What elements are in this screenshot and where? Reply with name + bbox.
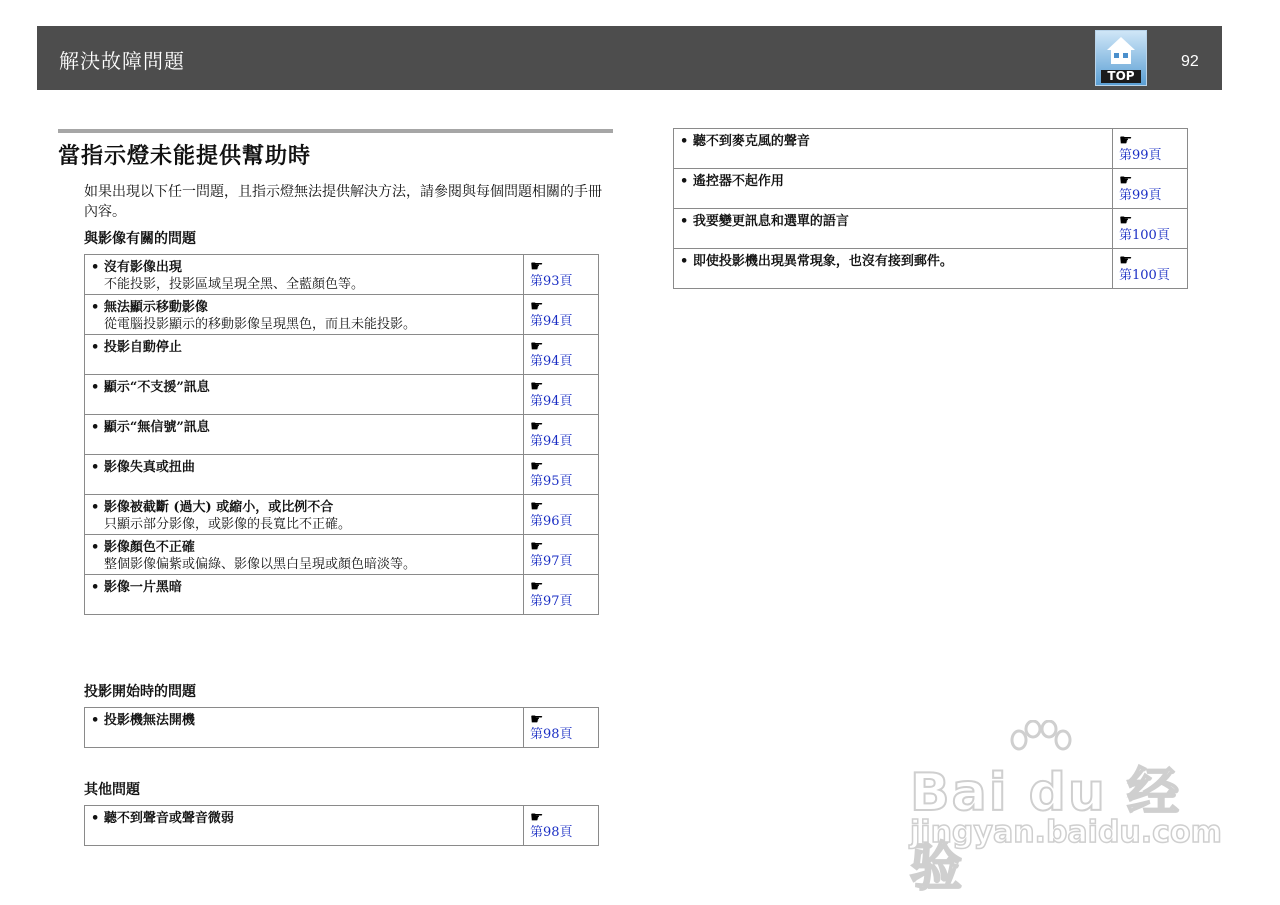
issue-title: • 沒有影像出現 — [91, 259, 517, 276]
page-reference-link[interactable]: 第97頁 — [530, 554, 573, 569]
table-row — [85, 295, 599, 335]
issue-cell — [85, 806, 524, 846]
pointing-hand-icon: ☛ — [530, 577, 544, 595]
issue-cell — [85, 295, 524, 335]
page-reference-link[interactable]: 第98頁 — [530, 825, 573, 840]
pointing-hand-icon: ☛ — [530, 808, 544, 826]
page-reference-link[interactable]: 第94頁 — [530, 394, 573, 409]
heading-startup-problems: 投影開始時的問題 — [84, 684, 196, 700]
reference-cell — [524, 335, 599, 375]
reference-cell — [1113, 129, 1188, 169]
table-body — [85, 806, 599, 846]
baidu-watermark — [905, 720, 1222, 898]
issue-title: • 無法顯示移動影像 — [91, 299, 517, 316]
issue-title: • 聽不到聲音或聲音微弱 — [91, 810, 517, 827]
table-row — [674, 209, 1188, 249]
pointing-hand-icon: ☛ — [1119, 251, 1133, 269]
watermark-brand: Bai du 经验 — [910, 763, 1181, 898]
issue-cell — [674, 209, 1113, 249]
page-reference-link[interactable]: 第95頁 — [530, 474, 573, 489]
table-row — [85, 255, 599, 295]
reference-cell — [1113, 169, 1188, 209]
house-body-shape — [1111, 50, 1131, 64]
issue-cell — [85, 335, 524, 375]
reference-cell — [524, 455, 599, 495]
table-row — [85, 575, 599, 615]
table-body — [85, 255, 599, 615]
pointing-hand-icon: ☛ — [530, 297, 544, 315]
paw-logo-icon — [1005, 720, 1075, 780]
issue-cell — [85, 708, 524, 748]
table-row — [85, 335, 599, 375]
image-problems-table — [84, 254, 599, 615]
reference-cell — [524, 575, 599, 615]
page-reference-link[interactable]: 第99頁 — [1119, 148, 1162, 163]
issue-title: • 顯示“不支援”訊息 — [91, 379, 517, 396]
reference-cell — [524, 375, 599, 415]
pointing-hand-icon: ☛ — [530, 337, 544, 355]
reference-cell — [524, 495, 599, 535]
issue-title: • 我要變更訊息和選單的語言 — [680, 213, 1106, 230]
table-row — [674, 169, 1188, 209]
issue-cell — [85, 575, 524, 615]
pointing-hand-icon: ☛ — [1119, 211, 1133, 229]
section-title: 當指示燈未能提供幫助時 — [58, 144, 312, 169]
reference-cell — [524, 535, 599, 575]
issue-cell — [85, 375, 524, 415]
reference-cell — [524, 415, 599, 455]
table-row — [85, 806, 599, 846]
startup-problems-table — [84, 707, 599, 748]
table-row — [85, 375, 599, 415]
page-reference-link[interactable]: 第93頁 — [530, 274, 573, 289]
issue-title: • 投影自動停止 — [91, 339, 517, 356]
page-reference-link[interactable]: 第94頁 — [530, 354, 573, 369]
page-number: 92 — [1181, 53, 1199, 70]
chapter-title: 解決故障問題 — [59, 49, 185, 73]
issue-title: • 顯示“無信號”訊息 — [91, 419, 517, 436]
house-roof-shape — [1107, 37, 1135, 50]
issue-cell — [85, 455, 524, 495]
page-reference-link[interactable]: 第94頁 — [530, 434, 573, 449]
pointing-hand-icon: ☛ — [530, 377, 544, 395]
heading-other-problems: 其他問題 — [84, 782, 140, 798]
reference-cell — [524, 708, 599, 748]
intro-paragraph: 如果出現以下任一問題，且指示燈無法提供解決方法，請參閱與每個問題相關的手冊內容。 — [84, 184, 602, 220]
reference-cell — [524, 295, 599, 335]
issue-cell — [674, 169, 1113, 209]
top-label: TOP — [1101, 70, 1141, 83]
pointing-hand-icon: ☛ — [530, 537, 544, 555]
table-row — [85, 708, 599, 748]
table-row — [85, 535, 599, 575]
reference-cell — [524, 806, 599, 846]
issue-title: • 影像被截斷 (過大) 或縮小，或比例不合 — [91, 499, 517, 516]
issue-title: • 影像一片黑暗 — [91, 579, 517, 596]
pointing-hand-icon: ☛ — [1119, 131, 1133, 149]
issue-description: 只顯示部分影像，或影像的長寬比不正確。 — [104, 517, 352, 532]
table-row — [674, 129, 1188, 169]
pointing-hand-icon: ☛ — [530, 497, 544, 515]
reference-cell — [1113, 249, 1188, 289]
heading-image-problems: 與影像有關的問題 — [84, 231, 196, 247]
page-reference-link[interactable]: 第97頁 — [530, 594, 573, 609]
page-reference-link[interactable]: 第96頁 — [530, 514, 573, 529]
issue-cell — [85, 255, 524, 295]
issue-title: • 即使投影機出現異常現象，也沒有接到郵件。 — [680, 253, 1106, 270]
table-row — [674, 249, 1188, 289]
watermark-url: jingyan.baidu.com — [910, 815, 1222, 850]
reference-cell — [524, 255, 599, 295]
issue-cell — [674, 129, 1113, 169]
table-row — [85, 415, 599, 455]
page-reference-link[interactable]: 第100頁 — [1119, 228, 1170, 243]
issue-title: • 投影機無法開機 — [91, 712, 517, 729]
pointing-hand-icon: ☛ — [530, 417, 544, 435]
pointing-hand-icon: ☛ — [1119, 171, 1133, 189]
header-bar — [37, 26, 1222, 90]
issue-title: • 遙控器不起作用 — [680, 173, 1106, 190]
issue-description: 整個影像偏紫或偏綠、影像以黑白呈現或顏色暗淡等。 — [104, 557, 417, 572]
issue-cell — [85, 415, 524, 455]
table-body — [85, 708, 599, 748]
issue-cell — [85, 535, 524, 575]
page-reference-link[interactable]: 第94頁 — [530, 314, 573, 329]
table-row — [85, 455, 599, 495]
pointing-hand-icon: ☛ — [530, 457, 544, 475]
top-home-icon[interactable] — [1095, 30, 1147, 86]
pointing-hand-icon: ☛ — [530, 710, 544, 728]
issue-title: • 聽不到麥克風的聲音 — [680, 133, 1106, 150]
section-divider — [58, 129, 613, 133]
issue-cell — [674, 249, 1113, 289]
table-body — [674, 129, 1188, 289]
left-column — [58, 129, 614, 222]
issue-title: • 影像顏色不正確 — [91, 539, 517, 556]
other-problems-table — [84, 805, 599, 846]
table-row — [85, 495, 599, 535]
issue-description: 不能投影，投影區域呈現全黑、全藍顏色等。 — [104, 277, 365, 292]
issue-title: • 影像失真或扭曲 — [91, 459, 517, 476]
reference-cell — [1113, 209, 1188, 249]
page-reference-link[interactable]: 第100頁 — [1119, 268, 1170, 283]
issue-description: 從電腦投影顯示的移動影像呈現黑色，而且未能投影。 — [104, 317, 417, 332]
issue-cell — [85, 495, 524, 535]
pointing-hand-icon: ☛ — [530, 257, 544, 275]
page-reference-link[interactable]: 第98頁 — [530, 727, 573, 742]
other-problems-continued-table — [673, 128, 1188, 289]
page-reference-link[interactable]: 第99頁 — [1119, 188, 1162, 203]
